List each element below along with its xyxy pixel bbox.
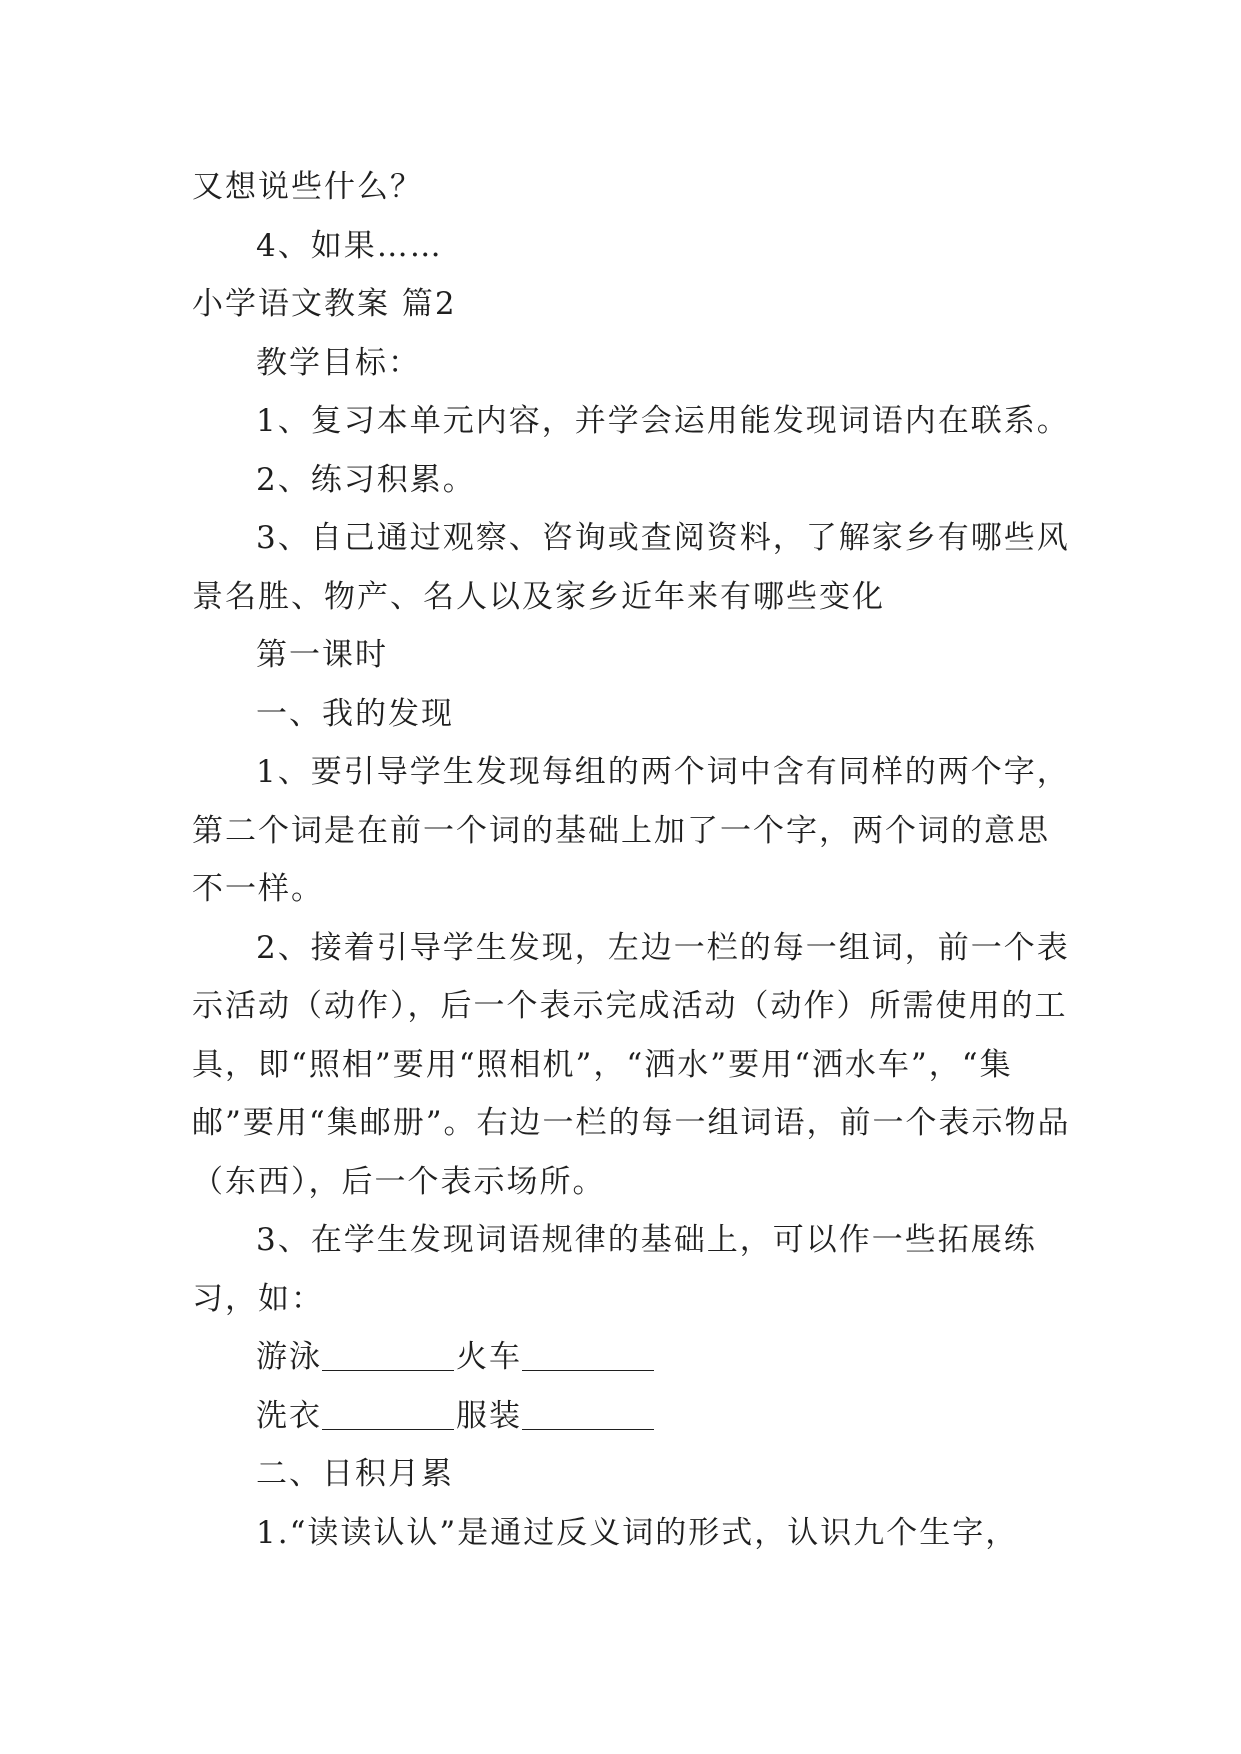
blank-line (522, 1395, 654, 1430)
paragraph: 1、要引导学生发现每组的两个词中含有同样的两个字，第二个词是在前一个词的基础上加了一个字，两个词的意思不一样。 (192, 754, 1070, 907)
paragraph: 一、我的发现 (256, 695, 454, 732)
paragraph: 第一课时 (256, 637, 388, 673)
paragraph: 又想说些什么？ (192, 169, 423, 205)
paragraph: 1.“读读认认”是通过反义词的形式，认识九个生字， (256, 1514, 1019, 1551)
blank-line (322, 1395, 454, 1430)
fill-word: 服装 (456, 1397, 522, 1434)
section-heading: 小学语文教案 篇2 (192, 286, 457, 322)
fill-word: 洗衣 (256, 1397, 322, 1434)
fill-word: 火车 (456, 1339, 522, 1375)
paragraph: 3、在学生发现词语规律的基础上，可以作一些拓展练习，如： (192, 1222, 1037, 1317)
document-body (192, 158, 1072, 1562)
paragraph: 2、练习积累。 (256, 461, 476, 498)
paragraph: 二、日积月累 (256, 1456, 454, 1492)
fill-word: 游泳 (256, 1339, 322, 1375)
blank-line (322, 1336, 454, 1371)
paragraph: 教学目标： (256, 344, 421, 381)
paragraph: 3、自己通过观察、咨询或查阅资料，了解家乡有哪些风景名胜、物产、名人以及家乡近年来有哪些变化 (192, 520, 1070, 615)
paragraph: 4、如果…… (256, 227, 443, 264)
fill-blank-row (192, 1387, 1072, 1446)
paragraph: 2、接着引导学生发现，左边一栏的每一组词，前一个表示活动（动作），后一个表示完成活动（动作）所需使用的工具，即“照相”要用“照相机”，“洒水”要用“洒水车”，“集邮”要用“集邮册”。右边一栏的每一组词语，前一个表示物品（东西），后一个表示场所。 (192, 929, 1071, 1200)
blank-line (522, 1336, 654, 1371)
fill-blank-row (192, 1328, 1072, 1387)
paragraph: 1、复习本单元内容，并学会运用能发现词语内在联系。 (256, 403, 1070, 439)
